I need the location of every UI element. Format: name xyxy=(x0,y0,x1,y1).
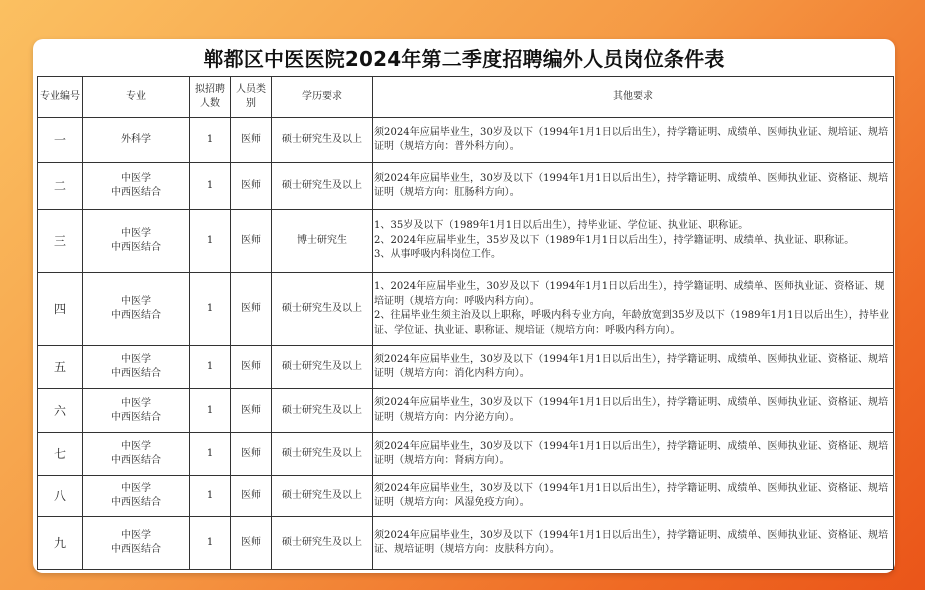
cell-count: 1 xyxy=(190,476,231,517)
major-line: 中西医结合 xyxy=(111,368,161,379)
cell-edu: 硕士研究生及以上 xyxy=(272,118,373,163)
cell-other-requirements xyxy=(373,118,894,163)
major-line: 中西医结合 xyxy=(111,455,161,466)
cell-edu: 硕士研究生及以上 xyxy=(272,517,373,570)
table-row xyxy=(38,118,894,163)
cell-code: 四 xyxy=(38,273,83,346)
requirement-line: 3、从事呼吸内科岗位工作。 xyxy=(374,249,502,261)
requirement-line: 须2024年应届毕业生，30岁及以下（1994年1月1日以后出生），持学籍证明、成绩单、医师执业证、资格证、规培证明（规培方向：风湿免疫方向）。 xyxy=(374,482,889,508)
cell-edu: 博士研究生 xyxy=(272,210,373,273)
cell-count: 1 xyxy=(190,346,231,389)
document-card xyxy=(33,39,895,573)
major-line: 中西医结合 xyxy=(111,242,161,253)
cell-major xyxy=(83,210,190,273)
cell-code: 九 xyxy=(38,517,83,570)
cell-other-requirements xyxy=(373,517,894,570)
cell-other-requirements xyxy=(373,163,894,210)
cell-code: 二 xyxy=(38,163,83,210)
cell-edu: 硕士研究生及以上 xyxy=(272,433,373,476)
cell-other-requirements xyxy=(373,273,894,346)
cell-type: 医师 xyxy=(231,433,272,476)
major-line: 中西医结合 xyxy=(111,544,161,555)
cell-major xyxy=(83,346,190,389)
cell-other-requirements xyxy=(373,389,894,433)
major-line: 中医学 xyxy=(121,441,151,452)
requirement-line: 须2024年应届毕业生，30岁及以下（1994年1月1日以后出生），持学籍证明、成绩单、医师执业证、资格证、规培证明（规培方向：内分泌方向）。 xyxy=(374,397,889,423)
cell-major xyxy=(83,517,190,570)
cell-edu: 硕士研究生及以上 xyxy=(272,346,373,389)
requirement-line: 1、35岁及以下（1989年1月1日以后出生），持毕业证、学位证、执业证、职称证。 xyxy=(374,220,749,232)
requirement-line: 须2024年应届毕业生，30岁及以下（1994年1月1日以后出生），持学籍证明、成绩单、医师执业证、资格证、规培证明（规培方向：消化内科方向）。 xyxy=(374,353,889,379)
cell-major xyxy=(83,163,190,210)
header-edu: 学历要求 xyxy=(272,77,373,118)
major-line: 中西医结合 xyxy=(111,497,161,508)
table-row xyxy=(38,163,894,210)
cell-edu: 硕士研究生及以上 xyxy=(272,163,373,210)
requirement-line: 须2024年应届毕业生，30岁及以下（1994年1月1日以后出生），持学籍证明、成绩单、医师执业证、资格证、规培证明（规培方向：肛肠科方向）。 xyxy=(374,172,889,198)
major-line: 外科学 xyxy=(121,134,151,145)
cell-type: 医师 xyxy=(231,163,272,210)
cell-major xyxy=(83,273,190,346)
header-other: 其他要求 xyxy=(373,77,894,118)
cell-major xyxy=(83,476,190,517)
cell-type: 医师 xyxy=(231,517,272,570)
requirement-line: 2、往届毕业生须主治及以上职称，呼吸内科专业方向，年龄放宽到35岁及以下（1989年1月1日以后出生），持毕业证、学位证、执业证、职称证、规培证（规培方向：呼吸内科方向）。 xyxy=(374,310,890,336)
page-title: 郸都区中医医院2024年第二季度招聘编外人员岗位条件表 xyxy=(203,47,725,71)
requirement-line: 1、2024年应届毕业生，30岁及以下（1994年1月1日以后出生），持学籍证明、成绩单、医师执业证、资格证、规培证明（规培方向：呼吸内科方向）。 xyxy=(374,281,885,307)
cell-other-requirements xyxy=(373,210,894,273)
cell-count: 1 xyxy=(190,118,231,163)
major-line: 中医学 xyxy=(121,354,151,365)
major-line: 中医学 xyxy=(121,530,151,541)
table-row xyxy=(38,476,894,517)
header-major: 专业 xyxy=(83,77,190,118)
major-line: 中西医结合 xyxy=(111,411,161,423)
recruitment-table xyxy=(37,76,894,570)
cell-code: 五 xyxy=(38,346,83,389)
header-type: 人员类别 xyxy=(231,77,272,118)
table-row xyxy=(38,346,894,389)
table-row xyxy=(38,210,894,273)
cell-edu: 硕士研究生及以上 xyxy=(272,476,373,517)
major-line: 中西医结合 xyxy=(111,187,161,198)
cell-count: 1 xyxy=(190,433,231,476)
cell-major xyxy=(83,389,190,433)
cell-type: 医师 xyxy=(231,346,272,389)
cell-major xyxy=(83,118,190,163)
cell-edu: 硕士研究生及以上 xyxy=(272,273,373,346)
major-line: 中医学 xyxy=(121,397,151,409)
cell-code: 三 xyxy=(38,210,83,273)
cell-type: 医师 xyxy=(231,118,272,163)
major-line: 中医学 xyxy=(121,483,151,494)
cell-count: 1 xyxy=(190,273,231,346)
cell-type: 医师 xyxy=(231,389,272,433)
cell-count: 1 xyxy=(190,389,231,433)
table-body xyxy=(38,118,894,570)
cell-edu: 硕士研究生及以上 xyxy=(272,389,373,433)
major-line: 中西医结合 xyxy=(111,310,161,321)
cell-type: 医师 xyxy=(231,273,272,346)
cell-code: 六 xyxy=(38,389,83,433)
cell-count: 1 xyxy=(190,517,231,570)
table-header-row xyxy=(38,77,894,118)
major-line: 中医学 xyxy=(121,296,151,307)
major-line: 中医学 xyxy=(121,173,151,184)
table-row xyxy=(38,273,894,346)
requirement-line: 2、2024年应届毕业生，35岁及以下（1989年1月1日以后出生），持学籍证明、成绩单、执业证、职称证。 xyxy=(374,234,855,246)
requirement-line: 须2024年应届毕业生，30岁及以下（1994年1月1日以后出生），持学籍证明、成绩单、医师执业证、资格证、规培证、规培证明（规培方向：皮肤科方向）。 xyxy=(374,529,889,555)
requirement-line: 须2024年应届毕业生，30岁及以下（1994年1月1日以后出生），持学籍证明、成绩单、医师执业证、资格证、规培证明（规培方向：肾病方向）。 xyxy=(374,440,889,466)
header-code: 专业编号 xyxy=(38,77,83,118)
major-line: 中医学 xyxy=(121,228,151,239)
cell-type: 医师 xyxy=(231,210,272,273)
cell-type: 医师 xyxy=(231,476,272,517)
cell-code: 一 xyxy=(38,118,83,163)
table-row xyxy=(38,389,894,433)
table-row xyxy=(38,517,894,570)
cell-count: 1 xyxy=(190,210,231,273)
cell-other-requirements xyxy=(373,346,894,389)
table-row xyxy=(38,433,894,476)
requirement-line: 须2024年应届毕业生，30岁及以下（1994年1月1日以后出生），持学籍证明、成绩单、医师执业证、规培证、规培证明（规培方向：普外科方向）。 xyxy=(374,126,889,152)
cell-count: 1 xyxy=(190,163,231,210)
cell-code: 八 xyxy=(38,476,83,517)
cell-other-requirements xyxy=(373,476,894,517)
cell-other-requirements xyxy=(373,433,894,476)
cell-major xyxy=(83,433,190,476)
cell-code: 七 xyxy=(38,433,83,476)
header-count: 拟招聘人数 xyxy=(190,77,231,118)
